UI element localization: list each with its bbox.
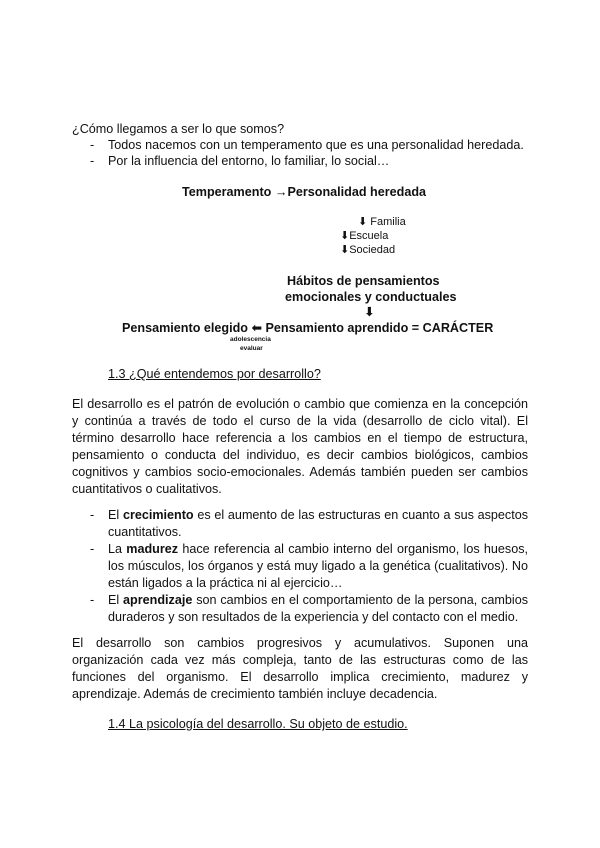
- diagram-temperament-line: [182, 184, 426, 200]
- term-growth: crecimiento: [122, 508, 194, 522]
- habits-line-2: emocionales y conductuales: [285, 290, 457, 304]
- term-learning: aprendizaje: [123, 593, 193, 607]
- bullet-dash: -: [90, 593, 95, 607]
- habits-line-1: Hábitos de pensamientos: [287, 274, 440, 288]
- bullet-dash: -: [90, 508, 95, 522]
- influence-family: ⬇ Familia: [358, 216, 406, 228]
- bullet-dash: -: [90, 154, 95, 168]
- arrow-left-icon: ⬅: [251, 321, 263, 335]
- section-heading-1-4: 1.4 La psicología del desarrollo. Su objeto de estudio.: [108, 717, 408, 731]
- bullet-item: Por la influencia del entorno, lo familiar, lo social…: [108, 154, 390, 168]
- influence-society: ⬇Sociedad: [340, 244, 396, 256]
- chosen-thought-label: Pensamiento elegido: [122, 321, 248, 335]
- bullet-maturity: La madurez hace referencia al cambio interno del organismo, los huesos, los músculos, los órganos y está muy ligado a la genética (cualitativos). No están ligados a la práctica ni al ejercicio…: [108, 542, 528, 590]
- bullet-dash: -: [90, 138, 95, 152]
- influence-school: ⬇Escuela: [340, 230, 389, 242]
- paragraph-progressive: El desarrollo son cambios progresivos y acumulativos. Suponen una organización cada vez más compleja, tanto de las estructuras como de las funciones del organismo. El desarrollo implica crecimiento, madurez y aprendizaje. Además de crecimiento también incluye decadencia.: [72, 636, 528, 701]
- main-bullet-list: [0, 507, 600, 624]
- arrow-down-icon: ⬇: [340, 244, 350, 256]
- bullet-item: Todos nacemos con un temperamento que es una personalidad heredada.: [108, 138, 524, 152]
- bullet-dash: -: [90, 542, 95, 556]
- note-adolescence: adolescencia: [230, 336, 271, 343]
- bullet-learning: El aprendizaje son cambios en el comportamiento de la persona, cambios duraderos y son resultados de la experiencia y del contacto con el medio.: [108, 593, 528, 624]
- paragraph-development: El desarrollo es el patrón de evolución o cambio que comienza en la concepción y continúa a través de todo el curso de la vida (desarrollo de ciclo vital). El término desarrollo hace referencia a los cambios en el tiempo de estructura, pensamiento o conducta del individuo, es decir cambios biológicos, cambios cognitivos y cambios socio-emocionales. Además también pueden ser cambios cuantitativos o cualitativos.: [72, 397, 528, 496]
- arrow-down-icon: ⬇: [340, 230, 350, 242]
- term-maturity: madurez: [126, 542, 179, 556]
- bullet-growth: El crecimiento es el aumento de las estructuras en cuanto a sus aspectos cuantitativos.: [108, 508, 529, 539]
- learned-thought-label: Pensamiento aprendido = CARÁCTER: [265, 321, 494, 335]
- character-line: [122, 320, 493, 336]
- question-heading: ¿Cómo llegamos a ser lo que somos?: [72, 122, 285, 136]
- section-heading-1-3: 1.3 ¿Qué entendemos por desarrollo?: [108, 367, 321, 381]
- temperament-label: Temperamento: [182, 185, 272, 199]
- arrow-down-icon: ⬇: [364, 305, 375, 319]
- arrow-right-icon: →: [274, 185, 288, 199]
- development-diagram: [0, 180, 600, 360]
- note-evaluate: evaluar: [240, 345, 263, 352]
- top-bullet-list: [0, 137, 600, 169]
- inherited-personality-label: Personalidad heredada: [287, 185, 427, 199]
- arrow-down-icon: ⬇: [358, 216, 368, 228]
